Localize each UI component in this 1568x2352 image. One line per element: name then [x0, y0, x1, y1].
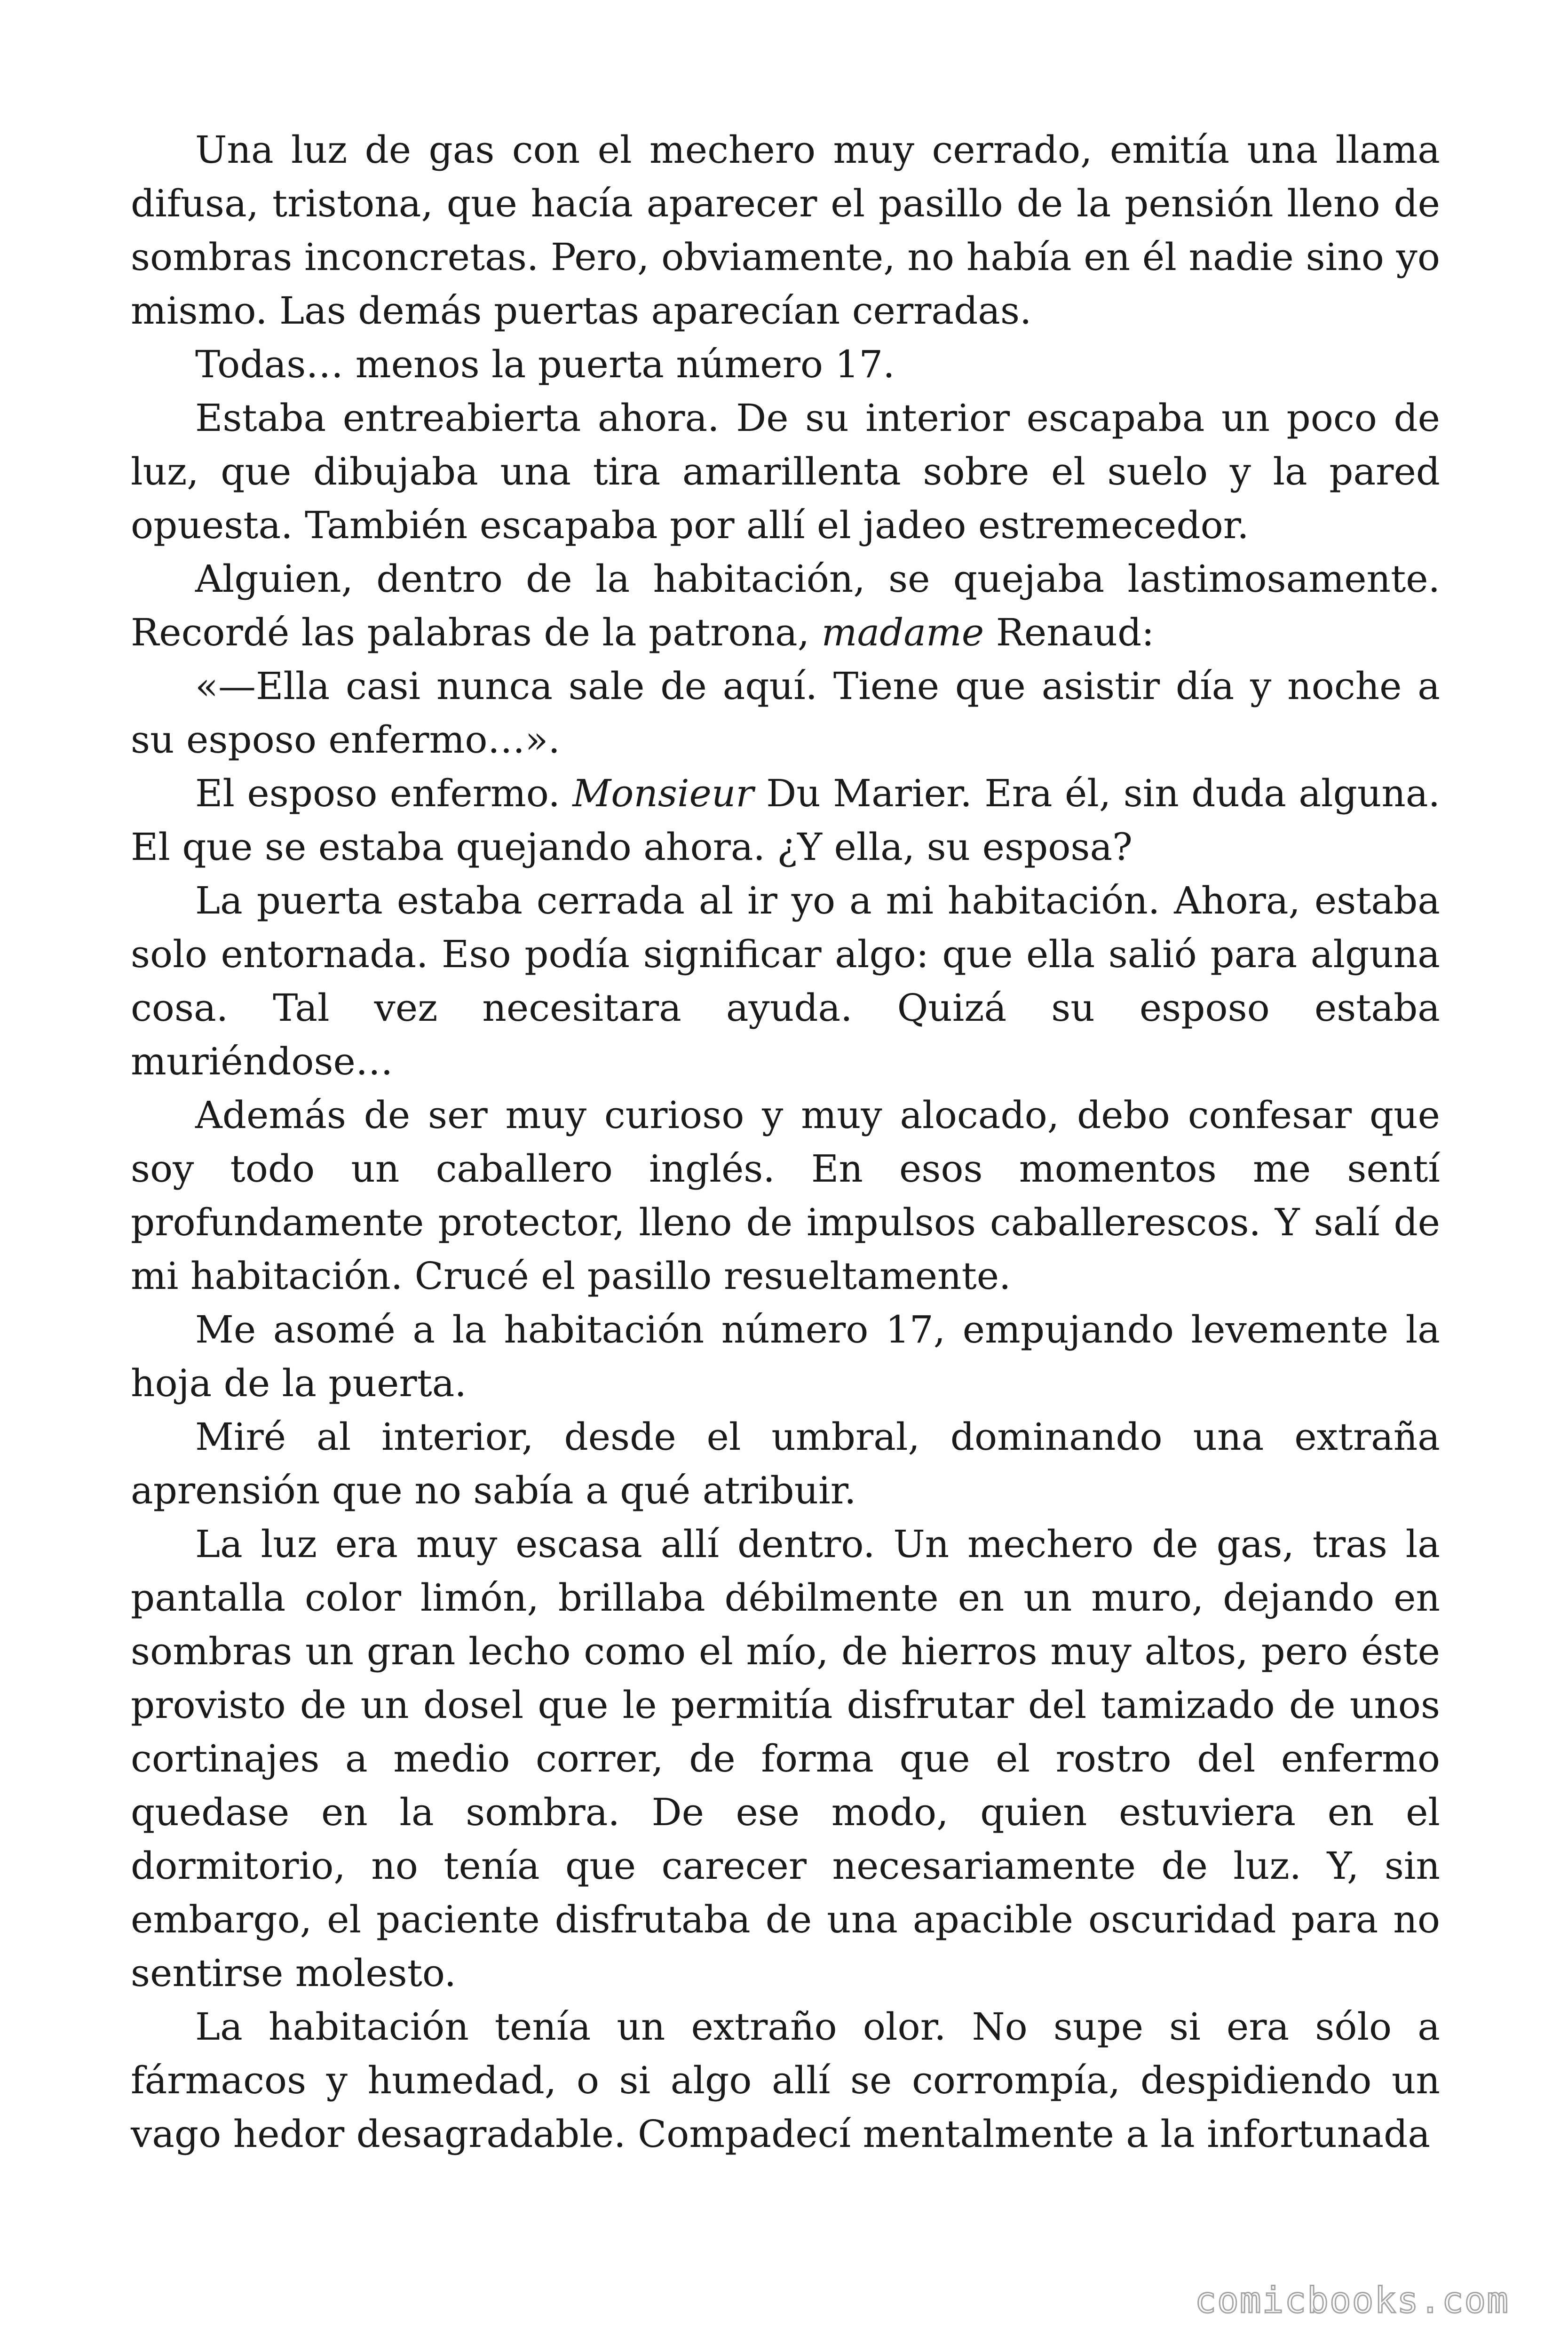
paragraph: Miré al interior, desde el umbral, dominando una extraña aprensión que no sabía a qué atribuir. — [131, 1415, 1440, 1512]
watermark: comicbooks.com — [1195, 2279, 1509, 2321]
paragraph: Me asomé a la habitación número 17, empujando levemente la hoja de la puerta. — [131, 1308, 1440, 1405]
paragraph: Una luz de gas con el mechero muy cerrado, emitía una llama difusa, tristona, que hacía aparecer el pasillo de la pensión lleno de sombras inconcretas. Pero, obviamente, no había en él nadie sino yo mismo. Las demás puertas aparecían cerradas. — [131, 128, 1440, 333]
paragraph: La puerta estaba cerrada al ir yo a mi habitación. Ahora, estaba solo entornada. Eso podía significar algo: que ella salió para alguna cosa. Tal vez necesitara ayuda. Quizá su esposo estaba muriéndose… — [131, 879, 1440, 1083]
paragraph: Todas… menos la puerta número 17. — [195, 342, 895, 386]
italic-term: Monsieur — [572, 771, 754, 815]
paragraph: «—Ella casi nunca sale de aquí. Tiene que asistir día y noche a su esposo enfermo…». — [131, 664, 1440, 762]
paragraph: Estaba entreabierta ahora. De su interior escapaba un poco de luz, que dibujaba una tira amarillenta sobre el suelo y la pared opuesta. También escapaba por allí el jadeo estremecedor. — [131, 396, 1440, 547]
paragraph: La habitación tenía un extraño olor. No supe si era sólo a fármacos y humedad, o si algo allí se corrompía, despidiendo un vago hedor desagradable. Compadecí mentalmente a la infortunada — [131, 2005, 1440, 2156]
text-column — [131, 123, 1440, 2161]
paragraph: Alguien, dentro de la habitación, se quejaba lastimosamente. Recordé las palabras de la patrona, madame Renaud: — [131, 557, 1440, 654]
paragraph: El esposo enfermo. Monsieur Du Marier. Era él, sin duda alguna. El que se estaba quejando ahora. ¿Y ella, su esposa? — [131, 771, 1441, 869]
paragraph: Además de ser muy curioso y muy alocado, debo confesar que soy todo un caballero inglés. En esos momentos me sentí profundamente protector, lleno de impulsos caballerescos. Y salí de mi habitación. Crucé el pasillo resueltamente. — [131, 1093, 1440, 1298]
paragraph: La luz era muy escasa allí dentro. Un mechero de gas, tras la pantalla color limón, brillaba débilmente en un muro, dejando en sombras un gran lecho como el mío, de hierros muy altos, pero éste provisto de un dosel que le permitía disfrutar del tamizado de unos cortinajes a medio correr, de forma que el rostro del enfermo quedase en la sombra. De ese modo, quien estuviera en el dormitorio, no tenía que carecer necesariamente de luz. Y, sin embargo, el paciente disfrutaba de una apacible oscuridad para no sentirse molesto. — [131, 1522, 1440, 1995]
italic-term: madame — [821, 611, 984, 654]
